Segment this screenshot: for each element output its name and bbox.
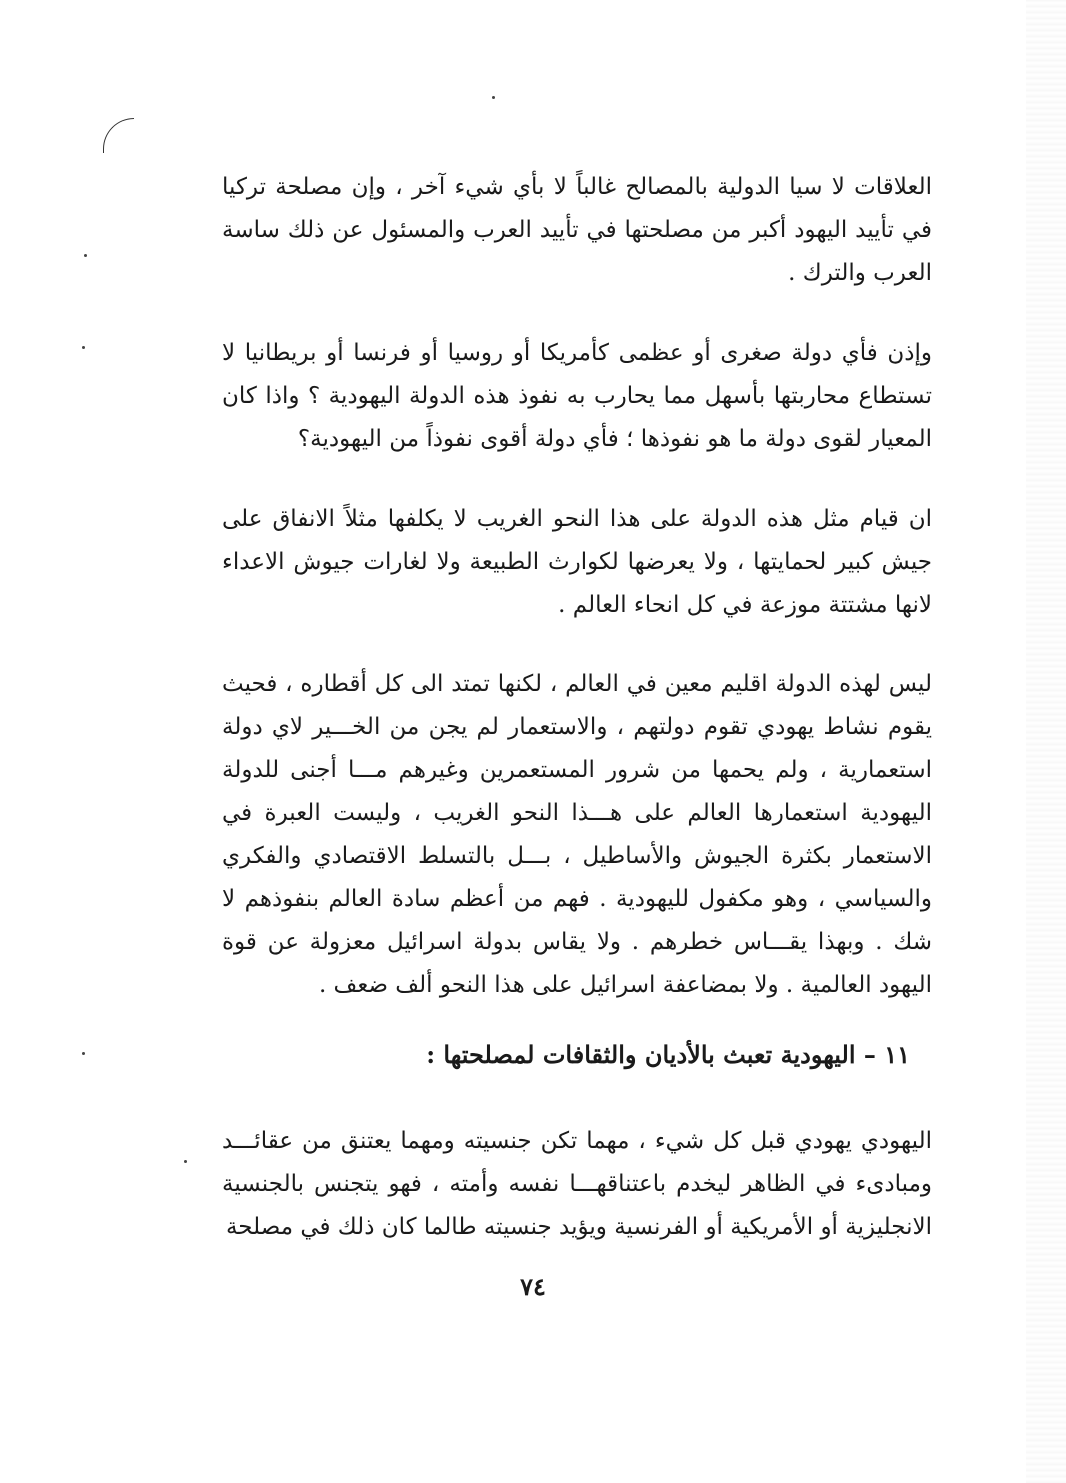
scan-speck	[84, 254, 87, 257]
paragraph-3: ان قيام مثل هذه الدولة على هذا النحو الغريب لا يكلفها مثلاً الانفاق على جيش كبير لحمايتها ، ولا يعرضها لكوارث الطبيعة ولا لغارات جيوش الاعداء لانها مشتتة موزعة في كل انحاء العالم .	[222, 506, 932, 618]
page-edge-shading	[1026, 0, 1066, 1483]
corner-pen-mark	[103, 118, 134, 153]
paragraph-5: اليهودي يهودي قبل كل شيء ، مهما تكن جنسيته ومهما يعتنق من عقائـــد ومبادىء في الظاهر ليخدم باعتناقهـــا نفسه وأمته ، فهو يتجنس بالجنسية الانجليزية أو الأمريكية أو الفرنسية ويؤيد جنسيته طالما كان ذلك في مصلحة	[222, 1128, 932, 1240]
scan-speck	[82, 1052, 85, 1055]
section-heading: ١١ – اليهودية تعبث بالأديان والثقافات لمصلحتها :	[426, 1040, 910, 1069]
paragraph-2: وإذن فأي دولة صغرى أو عظمى كأمريكا أو روسيا أو فرنسا أو بريطانيا لا تستطاع محاربتها بأسهل مما يحارب به نفوذ هذه الدولة اليهودية ؟ واذا كان المعيار لقوى دولة ما هو نفوذها ؛ فأي دولة أقوى نفوذاً من اليهودية؟	[222, 340, 932, 452]
paragraph-1: العلاقات لا سيا الدولية بالمصالح غالباً لا بأي شيء آخر ، وإن مصلحة تركيا في تأييد اليهود أكبر من مصلحتها في تأييد العرب والمسئول عن ذلك ساسة العرب والترك .	[222, 174, 932, 286]
paragraph-4: ليس لهذه الدولة اقليم معين في العالم ، لكنها تمتد الى كل أقطاره ، فحيث يقوم نشاط يهودي تقوم دولتهم ، والاستعمار لم يجن من الخـــير لاي دولة استعمارية ، ولم يحمها من شرور المستعمرين وغيرهم مـــا أجنى للدولة اليهودية استعمارها العالم على هـــذا النحو الغريب ، وليست العبرة في الاستعمار بكثرة الجيوش والأساطيل ، بـــل بالتسلط الاقتصادي والفكري والسياسي ، وهو مكفول لليهودية . فهم من أعظم سادة العالم بنفوذهم لا شك . وبهذا يقـــاس خطرهم . ولا يقاس بدولة اسرائيل معزولة عن قوة اليهود العالمية . ولا بمضاعفة اسرائيل على هذا النحو ألف ضعف .	[222, 671, 932, 998]
scan-speck	[184, 1160, 187, 1163]
scan-speck	[82, 346, 85, 349]
page-number: ٧٤	[520, 1272, 546, 1301]
scan-speck	[492, 96, 495, 99]
